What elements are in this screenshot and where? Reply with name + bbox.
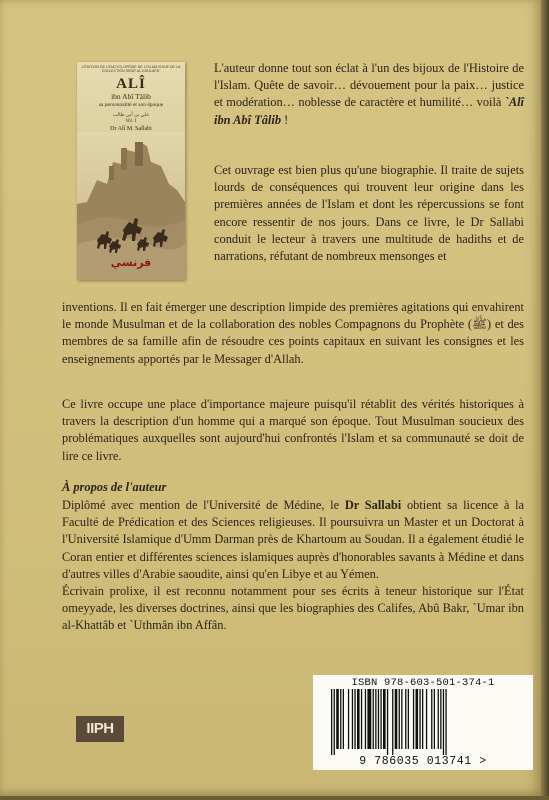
thumbnail-subtitle: ibn Abî Tâlib bbox=[111, 92, 151, 101]
subject-name: `Alî ibn Abî Tâlib bbox=[214, 95, 524, 127]
barcode-bar bbox=[331, 689, 332, 755]
barcode-bar bbox=[443, 689, 444, 755]
barcode-bar bbox=[387, 689, 388, 755]
barcode-bar bbox=[354, 689, 355, 749]
barcode-bar bbox=[373, 689, 374, 749]
barcode-bars bbox=[317, 689, 529, 755]
barcode-bar bbox=[336, 689, 339, 749]
barcode-bar bbox=[365, 689, 366, 749]
barcode-bar bbox=[440, 689, 441, 749]
thumbnail-author: Dr Alî M. Sallabi bbox=[110, 126, 152, 132]
barcode-bar bbox=[392, 689, 393, 755]
thumbnail-subtitle2: sa personnalité et son époque bbox=[98, 102, 164, 108]
barcode-bar bbox=[426, 689, 427, 749]
barcode-bar bbox=[416, 689, 419, 749]
book-bottom-edge bbox=[0, 796, 549, 800]
author-works-paragraph: Écrivain prolixe, il est reconnu notamment pour ses écrits à teneur historique sur l'État omeyyade, les diverses doctrines, ainsi que les biographies des Califes, Abû Bakr, `Umar ibn al-Khattâb et `Uthmân ibn Affân. bbox=[62, 584, 524, 633]
importance-paragraph: Ce livre occupe une place d'importance majeure puisqu'il rétablit des vérités historiques à travers la description d'un homme qui a marqué son époque. Tout Musulman soucieux des problématiques auxquelles sont aujourd'hui confrontés l'Islam et sa communauté se doit de lire ce livre. bbox=[62, 397, 524, 463]
thumbnail-series-line: L'ÉDITION DE L'ENCYCLOPÉDIE DE L'ISLAM ISSUE DE LA COLLECTION SIRAT AL-KHULAFĀʾ bbox=[81, 65, 181, 74]
barcode-bar bbox=[357, 689, 360, 749]
barcode-bar bbox=[405, 689, 406, 749]
barcode-bar bbox=[413, 689, 414, 749]
barcode-bar bbox=[434, 689, 435, 749]
book-edge bbox=[541, 0, 549, 800]
barcode-bar bbox=[445, 689, 446, 755]
barcode-bar bbox=[438, 689, 439, 749]
thumbnail-title: ALÎ bbox=[116, 76, 146, 92]
author-name: Dr Sallabi bbox=[344, 498, 402, 512]
barcode-bar bbox=[395, 689, 398, 749]
barcode-bar bbox=[367, 689, 371, 749]
isbn-label: ISBN 978-603-501-374-1 bbox=[351, 677, 495, 689]
description-paragraph: Cet ouvrage est bien plus qu'une biographie. Il traite de sujets lourds de conséquences qui trouvent leur origine dans les premières années de l'Islam et dont les répercussions se font encore ressentir de nos jours. Dans ce livre, le Dr Sallabi conduit le lecteur à travers une multitude de hadiths et de narrations, réfutant de nombreux mensonges et bbox=[214, 163, 524, 264]
barcode-bar bbox=[352, 689, 353, 749]
about-author-heading: À propos de l'auteur bbox=[62, 480, 167, 494]
intro-paragraph: L'auteur donne tout son éclat à l'un des bijoux de l'Histoire de l'Islam. Quête de savoir… dévouement pour la paix… justice et modération… noblesse de caractère et humilité… voilà `Alî ibn Abî Tâlib ! bbox=[214, 61, 524, 127]
author-bio-paragraph: Diplômé avec mention de l'Université de Médine, le Dr Sallabi obtient sa licence à la Faculté de Prédication et des Sciences religieuses. Il poursuivra un Master et un Doctorat à l'Université Islamique d'Umm Darman près de Khartoum au Soudan. Il a également étudié le Coran entier et différentes sciences islamiques auprès d'honorables savants à Médine et dans d'autres villes d'Arabie saoudite, ainsi qu'en Libye et au Yémen. bbox=[62, 498, 525, 581]
barcode-bar bbox=[378, 689, 379, 749]
barcode-bar bbox=[375, 689, 376, 749]
publisher-logo: IIPH bbox=[76, 716, 124, 742]
barcode-bar bbox=[419, 689, 420, 749]
barcode-bar bbox=[334, 689, 335, 755]
thumbnail-arabic-title: علي بن أبي طالب bbox=[112, 113, 150, 118]
barcode-bar bbox=[431, 689, 432, 749]
barcode-bar bbox=[340, 689, 341, 749]
barcode-bar bbox=[399, 689, 400, 749]
barcode-bar bbox=[408, 689, 409, 749]
isbn-barcode bbox=[313, 675, 533, 770]
barcode-number: 9 786035 013741 > bbox=[359, 755, 487, 768]
barcode-bar bbox=[383, 689, 386, 749]
thumbnail-language-label: فرنسي bbox=[110, 256, 152, 269]
barcode-bar bbox=[401, 689, 402, 749]
description-paragraph-continued: inventions. Il en fait émerger une description limpide des premières agitations qui envahirent le monde Musulman et de la collaboration des nobles Compagnons du Prophète (ﷺ) et des membres de sa famille afin de résoudre ces points capitaux en suivant les consignes et les enseignements apportés par le Messager d'Allah. bbox=[62, 300, 524, 366]
barcode-bar bbox=[422, 689, 423, 749]
barcode-bar bbox=[348, 689, 349, 749]
barcode-bar bbox=[380, 689, 381, 749]
thumbnail-volume: Vol. 1 bbox=[125, 119, 137, 124]
barcode-bar bbox=[361, 689, 362, 749]
barcode-bar bbox=[343, 689, 344, 749]
book-cover-thumbnail bbox=[77, 62, 185, 280]
